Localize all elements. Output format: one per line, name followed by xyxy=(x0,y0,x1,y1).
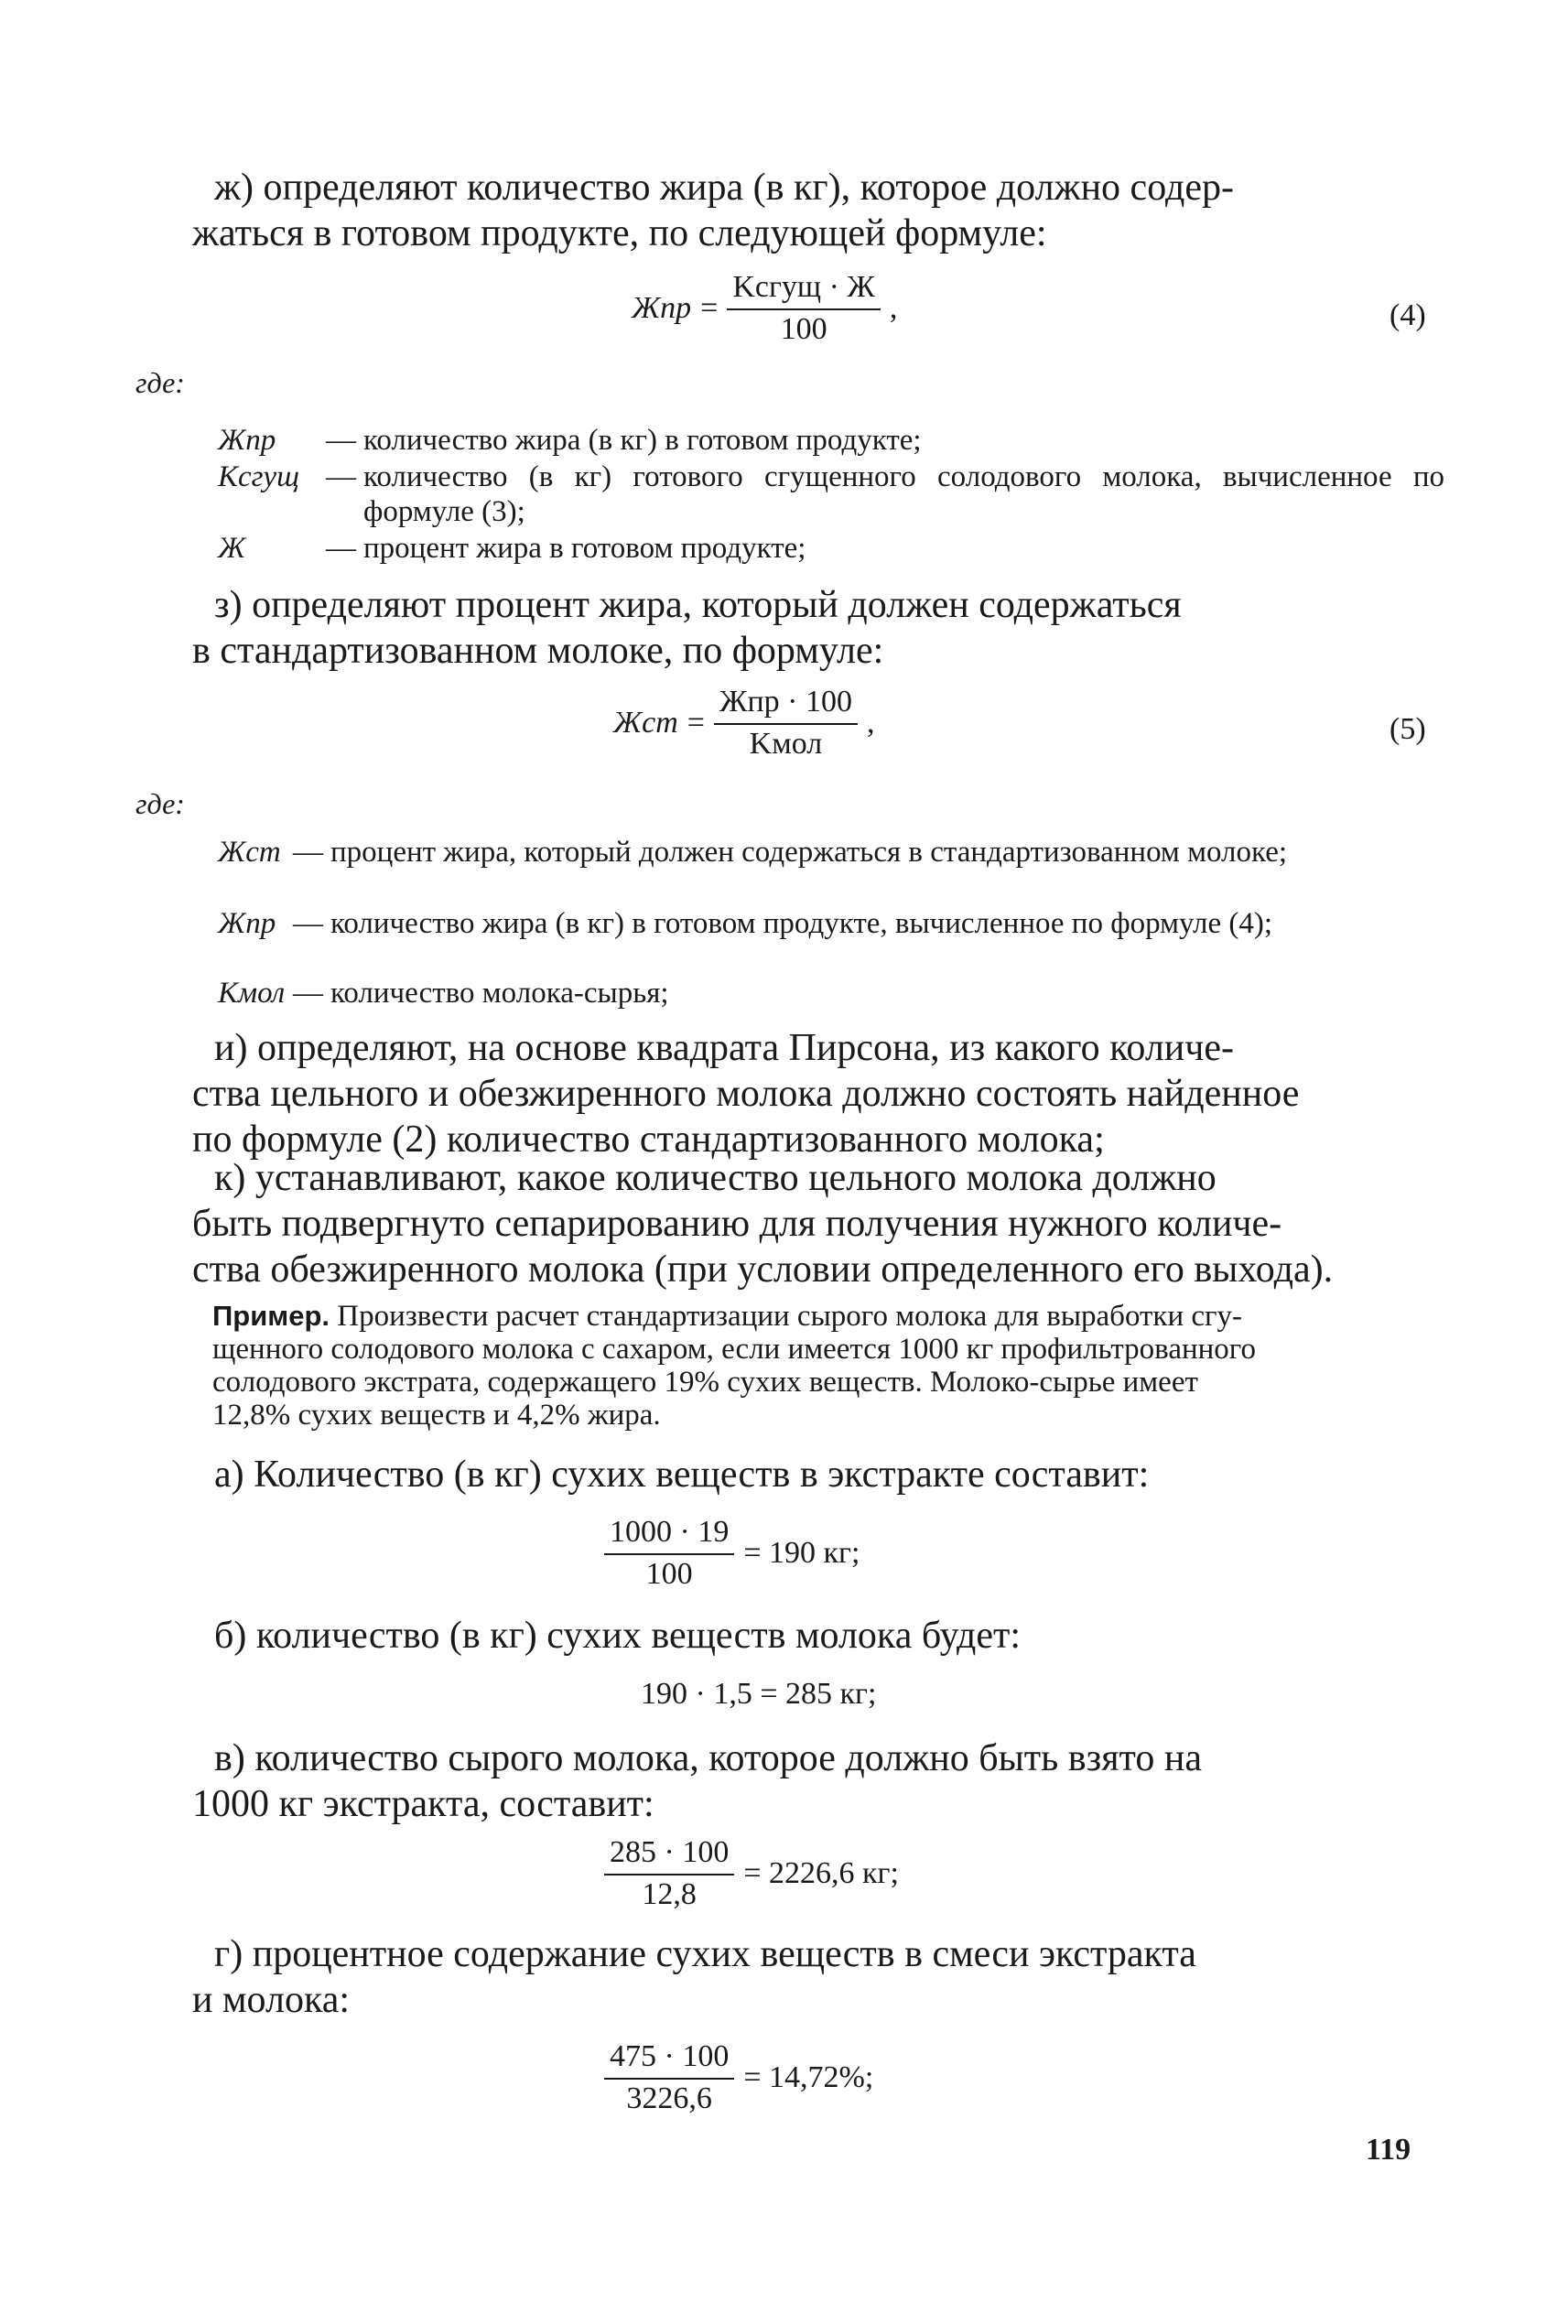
definition-symbol: Kмол xyxy=(218,977,286,1010)
definition-dash: — xyxy=(326,460,356,493)
paragraph-k-line-1: к) устанавливают, какое количество цельного молока должно xyxy=(214,1157,1217,1199)
paragraph-zh xyxy=(192,165,1446,256)
formula-4-fraction xyxy=(727,270,881,347)
step-a-numerator: 1000 · 19 xyxy=(604,1515,734,1555)
formula-5-number: (5) xyxy=(1390,712,1426,746)
definition-dash: — xyxy=(326,424,356,457)
step-g-line-1: г) процентное содержание сухих веществ в смеси экстракта xyxy=(214,1933,1196,1975)
step-v-denominator: 12,8 xyxy=(642,1877,697,1911)
definition-text: процент жира в готовом продукте; xyxy=(363,532,806,565)
definition-dash: — xyxy=(293,977,323,1010)
definition-text: количество жира (в кг) в готовом продукте, вычисленное по формуле (4); xyxy=(330,907,1273,940)
definition-text: количество молока-сырья; xyxy=(330,977,669,1010)
definition-symbol: Kсгущ xyxy=(218,460,300,493)
paragraph-i-line-3: по формуле (2) количество стандартизованного молока; xyxy=(192,1119,1105,1161)
definition-symbol: Ж xyxy=(218,532,246,565)
step-v-line-1: в) количество сырого молока, которое должно быть взято на xyxy=(214,1737,1202,1779)
paragraph-i-line-2: ства цельного и обезжиренного молока должно состоять найденное xyxy=(192,1073,1300,1115)
step-a xyxy=(192,1452,1446,1497)
step-g-numerator: 475 · 100 xyxy=(604,2039,734,2080)
example-line-4: 12,8% сухих веществ и 4,2% жира. xyxy=(212,1399,661,1432)
step-g-result: = 14,72%; xyxy=(743,2060,874,2094)
paragraph-k-line-3: ства обезжиренного молока (при условии определенного его выхода). xyxy=(192,1248,1334,1291)
example-label: Пример. xyxy=(212,1300,330,1332)
formula-5-lhs: Жст xyxy=(613,706,678,740)
definition-row xyxy=(218,459,1444,529)
step-g-calculation xyxy=(595,2039,873,2116)
definition-text: процент жира, который должен содержаться в стандартизованном молоке; xyxy=(330,836,1288,869)
formula-5-denominator: Kмол xyxy=(749,727,823,761)
example-line-1: Произвести расчет стандартизации сырого молока для выработки сгу- xyxy=(337,1300,1243,1333)
step-v-calculation xyxy=(595,1835,899,1912)
step-g-fraction xyxy=(604,2039,734,2116)
step-a-calculation xyxy=(595,1515,860,1592)
example-line-3: солодового экстрата, содержащего 19% сухих веществ. Молоко-сырье имеет xyxy=(212,1366,1198,1399)
formula-5 xyxy=(613,685,874,762)
where-label-2: где: xyxy=(135,787,185,820)
paragraph-k xyxy=(192,1155,1446,1292)
paragraph-k-line-2: быть подвергнуто сепарированию для получения нужного количе- xyxy=(192,1203,1282,1245)
paragraph-z-line-1: з) определяют процент жира, который должен содержаться xyxy=(214,584,1182,626)
definition-symbol: Жпр xyxy=(218,907,276,940)
formula-5-equals: = xyxy=(687,706,705,740)
step-v-fraction xyxy=(604,1835,734,1912)
paragraph-i-line-1: и) определяют, на основе квадрата Пирсона, из какого количе- xyxy=(214,1027,1235,1069)
step-v-result: = 2226,6 кг; xyxy=(743,1856,899,1890)
definition-row xyxy=(218,906,1444,941)
step-g xyxy=(192,1931,1446,2023)
step-g-denominator: 3226,6 xyxy=(626,2081,712,2115)
definition-row xyxy=(218,531,1444,566)
paragraph-zh-line-2: жаться в готовом продукте, по следующей формуле: xyxy=(192,212,1047,254)
definition-row xyxy=(218,835,1444,870)
step-a-denominator: 100 xyxy=(645,1557,693,1591)
step-b-calculation: 190 · 1,5 = 285 кг; xyxy=(641,1677,877,1711)
step-a-result: = 190 кг; xyxy=(743,1536,860,1570)
formula-5-fraction xyxy=(714,685,858,762)
step-b xyxy=(192,1613,1446,1659)
formula-4 xyxy=(632,270,897,347)
formula-4-denominator: 100 xyxy=(780,312,827,346)
definition-symbol: Жст xyxy=(218,836,281,869)
formula-4-number: (4) xyxy=(1390,298,1426,332)
step-a-text: а) Количество (в кг) сухих веществ в экстракте составит: xyxy=(214,1454,1150,1496)
definition-row xyxy=(218,976,1444,1011)
definition-symbol: Жпр xyxy=(218,424,276,457)
page-number: 119 xyxy=(1366,2133,1411,2167)
formula-5-comma: , xyxy=(866,706,875,740)
step-g-line-2: и молока: xyxy=(192,1979,351,2021)
example-block xyxy=(212,1300,1439,1432)
definition-text: количество (в кг) готового сгущенного солодового молока, вычисленное по формуле (3); xyxy=(363,460,1444,528)
definition-dash: — xyxy=(293,907,323,940)
paragraph-zh-line-1: ж) определяют количество жира (в кг), которое должно содер- xyxy=(214,167,1234,209)
formula-4-equals: = xyxy=(700,291,719,325)
example-line-2: щенного солодового молока с сахаром, если имеется 1000 кг профильтрованного xyxy=(212,1333,1256,1366)
where-label-1: где: xyxy=(135,366,185,399)
step-v-numerator: 285 · 100 xyxy=(604,1835,734,1875)
definition-dash: — xyxy=(326,532,356,565)
step-b-text: б) количество (в кг) сухих веществ молока будет: xyxy=(214,1615,1021,1657)
definition-row xyxy=(218,423,1444,458)
formula-5-numerator: Жпр · 100 xyxy=(714,685,858,725)
paragraph-z-line-2: в стандартизованном молоке, по формуле: xyxy=(192,630,884,672)
paragraph-z xyxy=(192,582,1446,674)
paragraph-i xyxy=(192,1025,1446,1162)
formula-4-lhs: Жпр xyxy=(632,291,692,325)
step-v xyxy=(192,1735,1446,1827)
definition-dash: — xyxy=(293,836,323,869)
definition-text: количество жира (в кг) в готовом продукте; xyxy=(363,424,922,457)
step-v-line-2: 1000 кг экстракта, составит: xyxy=(192,1783,654,1825)
formula-4-comma: , xyxy=(889,291,898,325)
step-a-fraction xyxy=(604,1515,734,1592)
formula-4-numerator: Kсгущ · Ж xyxy=(727,270,881,310)
